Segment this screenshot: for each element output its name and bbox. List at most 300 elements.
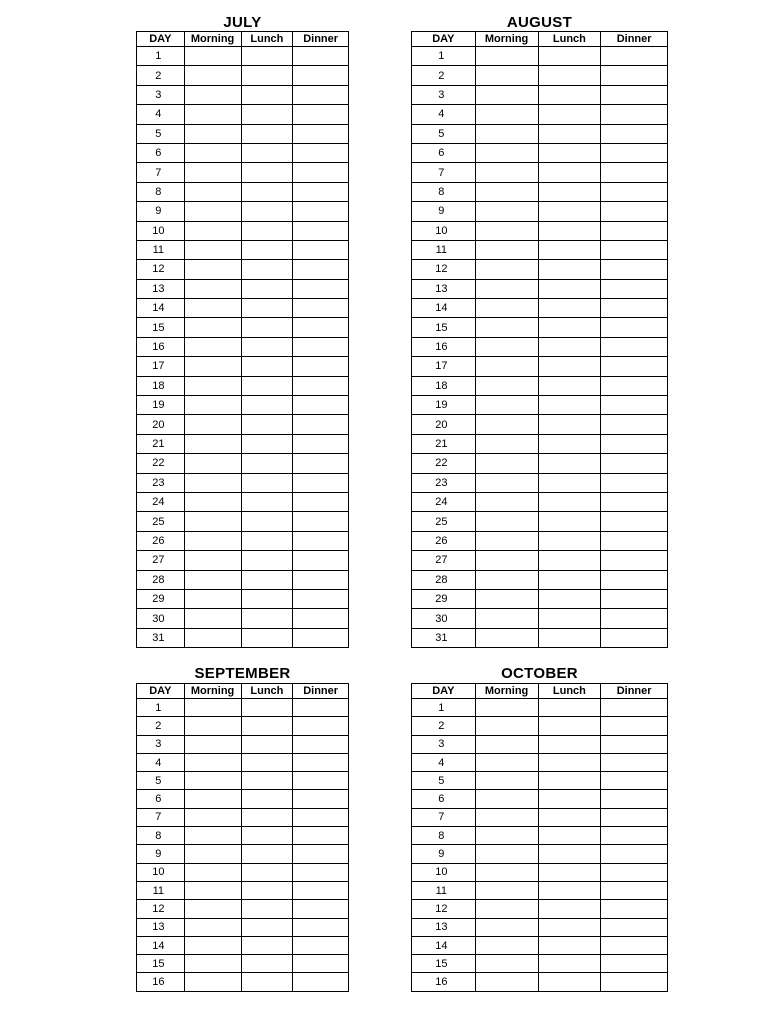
dinner-cell[interactable] [601,454,668,473]
dinner-cell[interactable] [293,105,349,124]
morning-cell[interactable] [475,396,538,415]
dinner-cell[interactable] [293,936,349,954]
dinner-cell[interactable] [601,143,668,162]
dinner-cell[interactable] [293,202,349,221]
lunch-cell[interactable] [241,47,293,66]
dinner-cell[interactable] [601,182,668,201]
lunch-cell[interactable] [538,47,601,66]
morning-cell[interactable] [475,279,538,298]
lunch-cell[interactable] [241,936,293,954]
morning-cell[interactable] [475,918,538,936]
dinner-cell[interactable] [293,699,349,717]
lunch-cell[interactable] [241,337,293,356]
dinner-cell[interactable] [293,376,349,395]
lunch-cell[interactable] [538,589,601,608]
lunch-cell[interactable] [241,434,293,453]
dinner-cell[interactable] [293,85,349,104]
dinner-cell[interactable] [601,609,668,628]
lunch-cell[interactable] [538,473,601,492]
dinner-cell[interactable] [601,105,668,124]
lunch-cell[interactable] [538,454,601,473]
dinner-cell[interactable] [601,512,668,531]
dinner-cell[interactable] [293,143,349,162]
dinner-cell[interactable] [601,531,668,550]
lunch-cell[interactable] [538,863,601,881]
day-number: 9 [412,845,476,863]
lunch-cell[interactable] [538,955,601,973]
lunch-cell[interactable] [241,790,293,808]
dinner-cell[interactable] [601,299,668,318]
dinner-cell[interactable] [293,434,349,453]
table-row [412,66,668,85]
dinner-cell[interactable] [293,415,349,434]
lunch-cell[interactable] [241,66,293,85]
lunch-cell[interactable] [241,299,293,318]
morning-cell[interactable] [184,163,241,182]
morning-cell[interactable] [475,827,538,845]
lunch-cell[interactable] [538,202,601,221]
lunch-cell[interactable] [241,808,293,826]
lunch-cell[interactable] [538,753,601,771]
morning-cell[interactable] [184,240,241,259]
morning-cell[interactable] [184,900,241,918]
dinner-cell[interactable] [293,918,349,936]
lunch-cell[interactable] [538,143,601,162]
lunch-cell[interactable] [241,918,293,936]
morning-cell[interactable] [184,434,241,453]
dinner-cell[interactable] [293,808,349,826]
lunch-cell[interactable] [241,357,293,376]
morning-cell[interactable] [475,900,538,918]
lunch-cell[interactable] [538,772,601,790]
lunch-cell[interactable] [241,376,293,395]
lunch-cell[interactable] [538,357,601,376]
lunch-cell[interactable] [241,260,293,279]
dinner-cell[interactable] [601,85,668,104]
lunch-cell[interactable] [241,609,293,628]
dinner-cell[interactable] [601,415,668,434]
lunch-cell[interactable] [241,105,293,124]
day-number: 3 [137,85,185,104]
morning-cell[interactable] [184,753,241,771]
lunch-cell[interactable] [538,105,601,124]
morning-cell[interactable] [184,973,241,991]
morning-cell[interactable] [184,531,241,550]
dinner-cell[interactable] [293,845,349,863]
morning-cell[interactable] [184,105,241,124]
dinner-cell[interactable] [293,827,349,845]
lunch-cell[interactable] [241,570,293,589]
lunch-cell[interactable] [241,900,293,918]
lunch-cell[interactable] [241,551,293,570]
lunch-cell[interactable] [538,717,601,735]
table-row [412,202,668,221]
lunch-cell[interactable] [241,772,293,790]
meal-log-table [411,31,668,648]
morning-cell[interactable] [475,699,538,717]
morning-cell[interactable] [475,202,538,221]
dinner-cell[interactable] [293,881,349,899]
dinner-cell[interactable] [293,454,349,473]
dinner-cell[interactable] [293,551,349,570]
morning-cell[interactable] [475,473,538,492]
morning-cell[interactable] [184,221,241,240]
morning-cell[interactable] [184,827,241,845]
morning-cell[interactable] [184,918,241,936]
morning-cell[interactable] [184,717,241,735]
morning-cell[interactable] [184,143,241,162]
morning-cell[interactable] [184,551,241,570]
dinner-cell[interactable] [601,492,668,511]
lunch-cell[interactable] [241,85,293,104]
dinner-cell[interactable] [293,717,349,735]
morning-cell[interactable] [475,143,538,162]
dinner-cell[interactable] [293,772,349,790]
lunch-cell[interactable] [241,827,293,845]
morning-cell[interactable] [475,955,538,973]
morning-cell[interactable] [475,221,538,240]
lunch-cell[interactable] [241,182,293,201]
lunch-cell[interactable] [538,260,601,279]
morning-cell[interactable] [475,454,538,473]
lunch-cell[interactable] [241,279,293,298]
morning-cell[interactable] [184,357,241,376]
morning-cell[interactable] [184,299,241,318]
morning-cell[interactable] [475,105,538,124]
lunch-cell[interactable] [241,845,293,863]
dinner-cell[interactable] [293,628,349,647]
dinner-cell[interactable] [293,66,349,85]
lunch-cell[interactable] [538,396,601,415]
dinner-cell[interactable] [601,735,668,753]
lunch-cell[interactable] [538,415,601,434]
morning-cell[interactable] [475,124,538,143]
lunch-cell[interactable] [538,376,601,395]
dinner-cell[interactable] [293,473,349,492]
lunch-cell[interactable] [241,240,293,259]
morning-cell[interactable] [475,337,538,356]
lunch-cell[interactable] [241,124,293,143]
lunch-cell[interactable] [538,551,601,570]
table-row [137,753,349,771]
morning-cell[interactable] [184,337,241,356]
morning-cell[interactable] [184,863,241,881]
morning-cell[interactable] [184,47,241,66]
table-row [412,790,668,808]
lunch-cell[interactable] [241,955,293,973]
lunch-cell[interactable] [538,221,601,240]
day-number: 17 [137,357,185,376]
dinner-cell[interactable] [293,299,349,318]
dinner-cell[interactable] [601,570,668,589]
dinner-cell[interactable] [601,845,668,863]
dinner-cell[interactable] [293,279,349,298]
morning-cell[interactable] [475,881,538,899]
morning-cell[interactable] [475,376,538,395]
lunch-cell[interactable] [241,473,293,492]
lunch-cell[interactable] [538,512,601,531]
dinner-cell[interactable] [601,717,668,735]
lunch-cell[interactable] [538,936,601,954]
dinner-cell[interactable] [293,492,349,511]
day-number: 14 [137,299,185,318]
morning-cell[interactable] [184,790,241,808]
morning-cell[interactable] [184,260,241,279]
dinner-cell[interactable] [601,221,668,240]
morning-cell[interactable] [184,396,241,415]
dinner-cell[interactable] [293,124,349,143]
morning-cell[interactable] [475,531,538,550]
lunch-cell[interactable] [538,279,601,298]
morning-cell[interactable] [475,299,538,318]
morning-cell[interactable] [184,318,241,337]
morning-cell[interactable] [475,512,538,531]
dinner-cell[interactable] [601,628,668,647]
lunch-cell[interactable] [538,66,601,85]
lunch-cell[interactable] [538,609,601,628]
day-number: 5 [412,124,476,143]
day-number: 13 [137,918,185,936]
dinner-cell[interactable] [601,124,668,143]
morning-cell[interactable] [184,202,241,221]
dinner-cell[interactable] [293,790,349,808]
dinner-cell[interactable] [601,279,668,298]
dinner-cell[interactable] [601,973,668,991]
dinner-cell[interactable] [293,337,349,356]
morning-cell[interactable] [184,473,241,492]
dinner-cell[interactable] [293,318,349,337]
lunch-cell[interactable] [538,827,601,845]
table-row [137,628,349,647]
morning-cell[interactable] [184,772,241,790]
lunch-cell[interactable] [538,628,601,647]
dinner-cell[interactable] [601,163,668,182]
dinner-cell[interactable] [601,47,668,66]
morning-cell[interactable] [475,434,538,453]
lunch-cell[interactable] [241,512,293,531]
morning-cell[interactable] [475,973,538,991]
lunch-cell[interactable] [538,900,601,918]
morning-cell[interactable] [475,753,538,771]
dinner-cell[interactable] [601,790,668,808]
morning-cell[interactable] [184,628,241,647]
morning-cell[interactable] [475,570,538,589]
dinner-cell[interactable] [293,512,349,531]
dinner-cell[interactable] [601,863,668,881]
morning-cell[interactable] [184,881,241,899]
lunch-cell[interactable] [538,434,601,453]
dinner-cell[interactable] [601,955,668,973]
morning-cell[interactable] [475,589,538,608]
dinner-cell[interactable] [601,357,668,376]
morning-cell[interactable] [475,66,538,85]
lunch-cell[interactable] [538,85,601,104]
lunch-cell[interactable] [538,163,601,182]
dinner-cell[interactable] [601,337,668,356]
lunch-cell[interactable] [241,735,293,753]
dinner-cell[interactable] [601,434,668,453]
lunch-cell[interactable] [241,628,293,647]
dinner-cell[interactable] [293,570,349,589]
dinner-cell[interactable] [293,863,349,881]
lunch-cell[interactable] [241,318,293,337]
morning-cell[interactable] [475,318,538,337]
morning-cell[interactable] [475,240,538,259]
day-number: 28 [137,570,185,589]
lunch-cell[interactable] [538,845,601,863]
lunch-cell[interactable] [538,124,601,143]
morning-cell[interactable] [475,936,538,954]
dinner-cell[interactable] [601,753,668,771]
dinner-cell[interactable] [601,66,668,85]
dinner-cell[interactable] [601,772,668,790]
lunch-cell[interactable] [538,570,601,589]
morning-cell[interactable] [475,260,538,279]
dinner-cell[interactable] [601,260,668,279]
morning-cell[interactable] [184,376,241,395]
morning-cell[interactable] [184,589,241,608]
morning-cell[interactable] [184,845,241,863]
dinner-cell[interactable] [293,973,349,991]
morning-cell[interactable] [475,47,538,66]
dinner-cell[interactable] [601,473,668,492]
morning-cell[interactable] [184,415,241,434]
dinner-cell[interactable] [293,531,349,550]
dinner-cell[interactable] [601,551,668,570]
dinner-cell[interactable] [601,936,668,954]
dinner-cell[interactable] [293,357,349,376]
lunch-cell[interactable] [538,973,601,991]
morning-cell[interactable] [475,85,538,104]
lunch-cell[interactable] [538,808,601,826]
dinner-cell[interactable] [601,240,668,259]
lunch-cell[interactable] [241,396,293,415]
morning-cell[interactable] [475,790,538,808]
lunch-cell[interactable] [538,735,601,753]
lunch-cell[interactable] [241,221,293,240]
dinner-cell[interactable] [601,900,668,918]
lunch-cell[interactable] [241,531,293,550]
dinner-cell[interactable] [293,221,349,240]
morning-cell[interactable] [475,551,538,570]
lunch-cell[interactable] [241,415,293,434]
lunch-cell[interactable] [538,881,601,899]
lunch-cell[interactable] [538,790,601,808]
morning-cell[interactable] [475,609,538,628]
lunch-cell[interactable] [538,299,601,318]
dinner-cell[interactable] [601,376,668,395]
morning-cell[interactable] [475,845,538,863]
lunch-cell[interactable] [241,753,293,771]
day-number: 22 [137,454,185,473]
morning-cell[interactable] [184,66,241,85]
morning-cell[interactable] [475,717,538,735]
lunch-cell[interactable] [538,318,601,337]
dinner-cell[interactable] [601,396,668,415]
morning-cell[interactable] [475,163,538,182]
morning-cell[interactable] [475,492,538,511]
dinner-cell[interactable] [293,589,349,608]
day-number: 19 [412,396,476,415]
table-row [412,454,668,473]
morning-cell[interactable] [184,570,241,589]
dinner-cell[interactable] [293,240,349,259]
morning-cell[interactable] [184,182,241,201]
morning-cell[interactable] [184,609,241,628]
dinner-cell[interactable] [293,753,349,771]
lunch-cell[interactable] [538,182,601,201]
dinner-cell[interactable] [601,881,668,899]
dinner-cell[interactable] [601,808,668,826]
lunch-cell[interactable] [241,863,293,881]
morning-cell[interactable] [475,772,538,790]
dinner-cell[interactable] [601,827,668,845]
morning-cell[interactable] [475,863,538,881]
lunch-cell[interactable] [241,881,293,899]
morning-cell[interactable] [184,454,241,473]
lunch-cell[interactable] [241,202,293,221]
dinner-cell[interactable] [293,182,349,201]
morning-cell[interactable] [475,628,538,647]
morning-cell[interactable] [184,955,241,973]
lunch-cell[interactable] [241,699,293,717]
morning-cell[interactable] [184,735,241,753]
morning-cell[interactable] [475,182,538,201]
dinner-cell[interactable] [293,609,349,628]
table-row [137,415,349,434]
lunch-cell[interactable] [241,973,293,991]
day-number: 12 [412,260,476,279]
dinner-cell[interactable] [293,260,349,279]
dinner-cell[interactable] [601,589,668,608]
dinner-cell[interactable] [293,900,349,918]
dinner-cell[interactable] [601,318,668,337]
lunch-cell[interactable] [241,143,293,162]
dinner-cell[interactable] [601,699,668,717]
lunch-cell[interactable] [538,699,601,717]
morning-cell[interactable] [475,735,538,753]
lunch-cell[interactable] [241,163,293,182]
morning-cell[interactable] [184,699,241,717]
morning-cell[interactable] [475,808,538,826]
dinner-cell[interactable] [293,163,349,182]
lunch-cell[interactable] [538,531,601,550]
lunch-cell[interactable] [538,240,601,259]
dinner-cell[interactable] [293,47,349,66]
morning-cell[interactable] [475,357,538,376]
dinner-cell[interactable] [601,202,668,221]
morning-cell[interactable] [184,85,241,104]
dinner-cell[interactable] [293,396,349,415]
morning-cell[interactable] [184,124,241,143]
dinner-cell[interactable] [601,918,668,936]
lunch-cell[interactable] [241,589,293,608]
morning-cell[interactable] [184,279,241,298]
lunch-cell[interactable] [241,454,293,473]
lunch-cell[interactable] [538,918,601,936]
dinner-cell[interactable] [293,735,349,753]
morning-cell[interactable] [184,808,241,826]
lunch-cell[interactable] [241,492,293,511]
morning-cell[interactable] [184,512,241,531]
morning-cell[interactable] [475,415,538,434]
morning-cell[interactable] [184,936,241,954]
morning-cell[interactable] [184,492,241,511]
lunch-cell[interactable] [538,337,601,356]
lunch-cell[interactable] [241,717,293,735]
lunch-cell[interactable] [538,492,601,511]
dinner-cell[interactable] [293,955,349,973]
